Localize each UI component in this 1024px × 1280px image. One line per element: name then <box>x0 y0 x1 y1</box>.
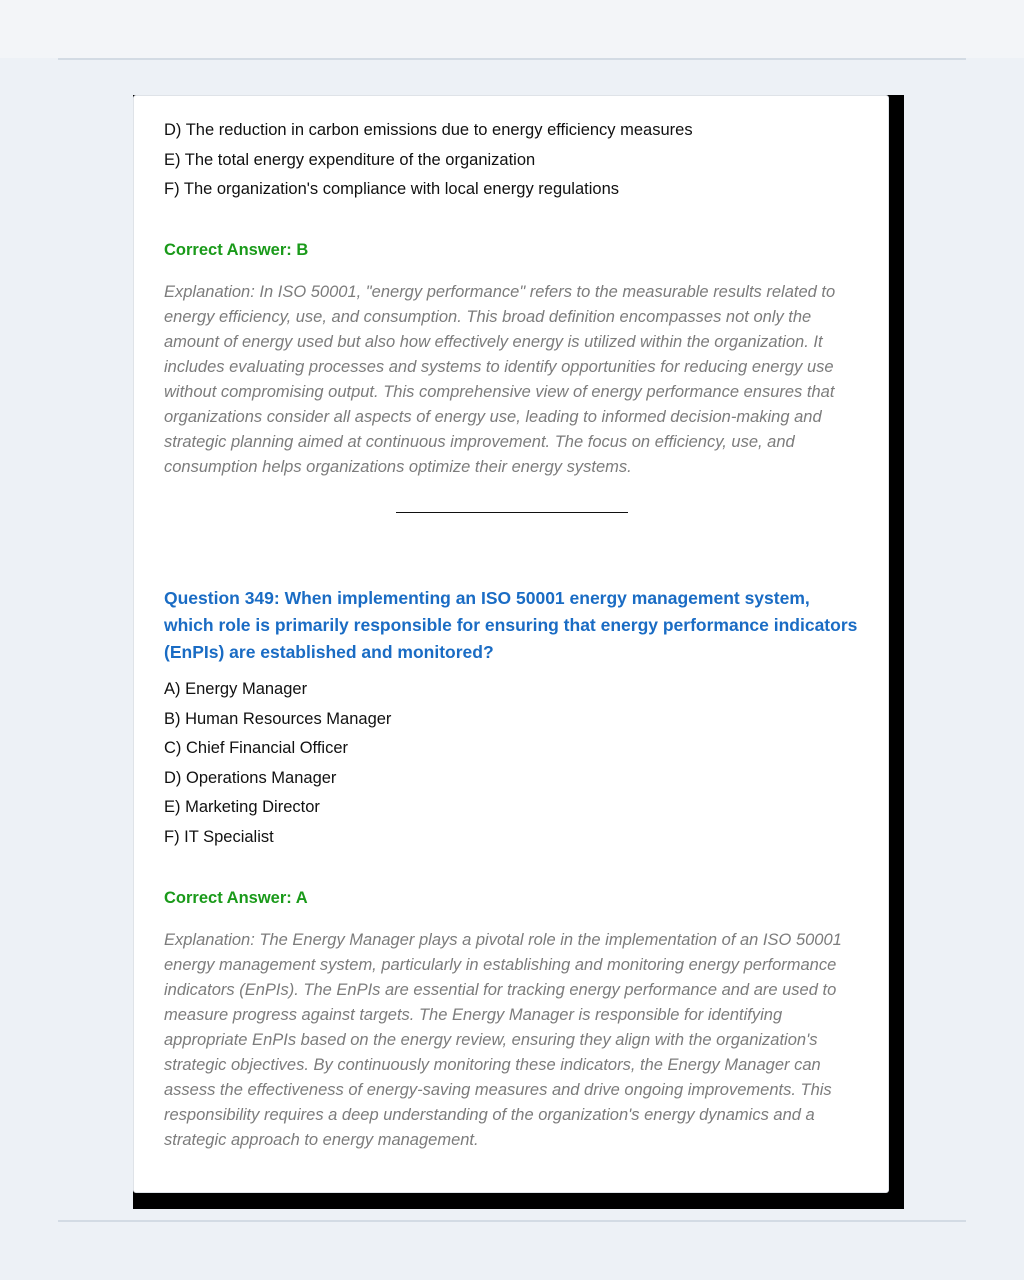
option-d: D) Operations Manager <box>164 768 337 787</box>
option-b: B) Human Resources Manager <box>164 709 392 728</box>
correct-answer-label: Correct Answer: B <box>164 241 309 259</box>
explanation-text: Explanation: The Energy Manager plays a pivotal role in the implementation of an ISO 50001 energy management system, particularly in establishing and monitoring energy performance indicators (EnPIs). The EnPIs are essential for tracking energy performance and are used to measure progress against targets. The Energy Manager is responsible for identifying appropriate EnPIs based on the energy review, ensuring they align with the organization's strategic objectives. By continuously monitoring these indicators, the Energy Manager can assess the effectiveness of energy-saving measures and drive ongoing improvements. This responsibility requires a deep understanding of the organization's energy dynamics and a strategic approach to energy management. <box>164 930 842 1149</box>
previous-question-options <box>164 120 864 199</box>
option-f: F) IT Specialist <box>164 827 274 846</box>
option-a: A) Energy Manager <box>164 680 308 698</box>
option-c: C) Chief Financial Officer <box>164 739 349 757</box>
section-divider <box>396 512 628 513</box>
option-f: F) The organization's compliance with local energy regulations <box>164 180 619 198</box>
correct-answer-label: Correct Answer: A <box>164 888 308 907</box>
page-content <box>164 120 864 1153</box>
explanation-text: Explanation: In ISO 50001, "energy performance" refers to the measurable results related to energy efficiency, use, and consumption. This broad definition encompasses not only the amount of energy used but also how effectively energy is utilized within the organization. It includes evaluating processes and systems to identify opportunities for reducing energy use without compromising output. This comprehensive view of energy performance ensures that organizations consider all aspects of energy use, leading to informed decision-making and strategic planning aimed at continuous improvement. The focus on efficiency, use, and consumption helps organizations optimize their energy systems. <box>164 283 836 476</box>
option-e: E) The total energy expenditure of the organization <box>164 150 536 169</box>
question-options <box>164 679 864 847</box>
question-title: Question 349: When implementing an ISO 50001 energy management system, which role is primarily responsible for ensuring that energy performance indicators (EnPIs) are established and monitored? <box>164 588 858 662</box>
document-page <box>133 95 889 1193</box>
top-divider <box>58 58 966 60</box>
option-d: D) The reduction in carbon emissions due to energy efficiency measures <box>164 121 693 139</box>
option-e: E) Marketing Director <box>164 798 320 816</box>
bottom-divider <box>58 1220 966 1222</box>
viewer-top-bar <box>0 0 1024 58</box>
